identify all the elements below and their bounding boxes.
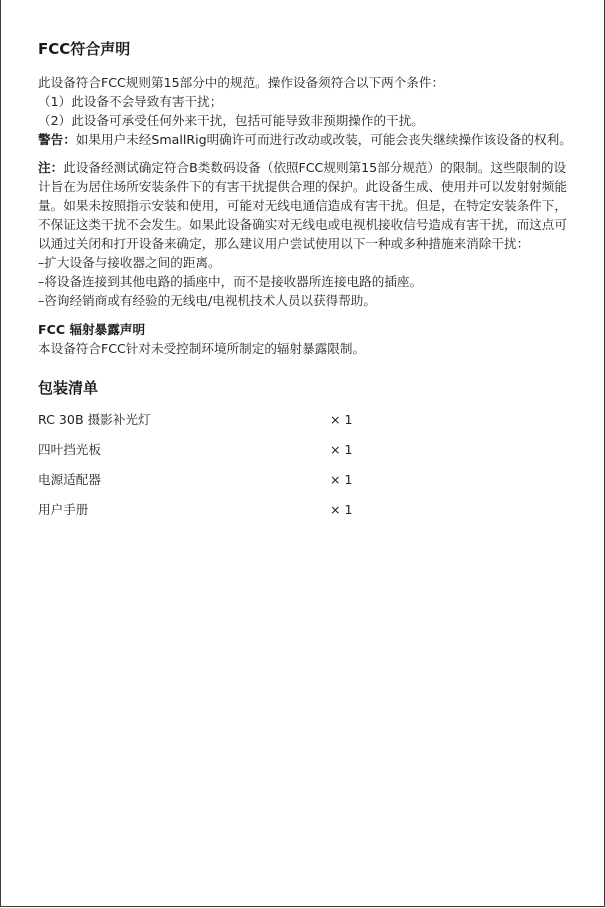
packing-item-qty: × 1 (330, 472, 353, 487)
note-text: 此设备经测试确定符合B类数码设备（依照FCC规则第15部分规范）的限制。这些限制的设计旨在为居住场所安装条件下的有害干扰提供合理的保护。此设备生成、使用并可以发射射频能量。如果未按照指示安装和使用，可能对无线电通信造成有害干扰。但是，在特定安装条件下，不保证这类干扰不会发生。如果此设备确实对无线电或电视机接收信号造成有害干扰，而这点可以通过关闭和打开设备来确定，那么建议用户尝试使用以下一种或多种措施来消除干扰： (38, 160, 567, 251)
fcc-measure-2: –将设备连接到其他电路的插座中，而不是接收器所连接电路的插座。 (38, 274, 423, 289)
packing-item-qty: × 1 (330, 412, 353, 427)
fcc-condition-1: （1）此设备不会导致有害干扰； (38, 94, 223, 109)
packing-item-qty: × 1 (330, 442, 353, 457)
fcc-condition-2: （2）此设备可承受任何外来干扰，包括可能导致非预期操作的干扰。 (38, 113, 424, 128)
fcc-measure-1: –扩大设备与接收器之间的距离。 (38, 255, 221, 270)
packing-title: 包装清单 (38, 379, 99, 397)
list-item (38, 495, 578, 525)
packing-item-name: 电源适配器 (38, 472, 101, 487)
note-label: 注： (38, 160, 64, 175)
fcc-measure-3: –咨询经销商或有经验的无线电/电视机技术人员以获得帮助。 (38, 293, 376, 308)
packing-item-name: 用户手册 (38, 502, 89, 517)
fcc-title: FCC符合声明 (38, 40, 131, 58)
fcc-warning (38, 130, 578, 149)
radiation-text: 本设备符合FCC针对未受控制环境所制定的辐射暴露限制。 (38, 341, 366, 356)
list-item (38, 405, 578, 435)
packing-item-name: 四叶挡光板 (38, 442, 101, 457)
list-item (38, 465, 578, 495)
fcc-intro: 此设备符合FCC规则第15部分中的规范。操作设备须符合以下两个条件： (38, 75, 445, 90)
warning-label: 警告： (38, 132, 76, 147)
warning-text: 如果用户未经SmallRig明确许可而进行改动或改装，可能会丧失继续操作该设备的权利。 (75, 132, 572, 147)
radiation-title: FCC 辐射暴露声明 (38, 322, 146, 337)
document-content (38, 38, 578, 525)
packing-list (38, 405, 578, 525)
fcc-note (38, 158, 578, 253)
list-item (38, 435, 578, 465)
packing-item-qty: × 1 (330, 502, 353, 517)
packing-item-name: RC 30B 摄影补光灯 (38, 412, 151, 427)
